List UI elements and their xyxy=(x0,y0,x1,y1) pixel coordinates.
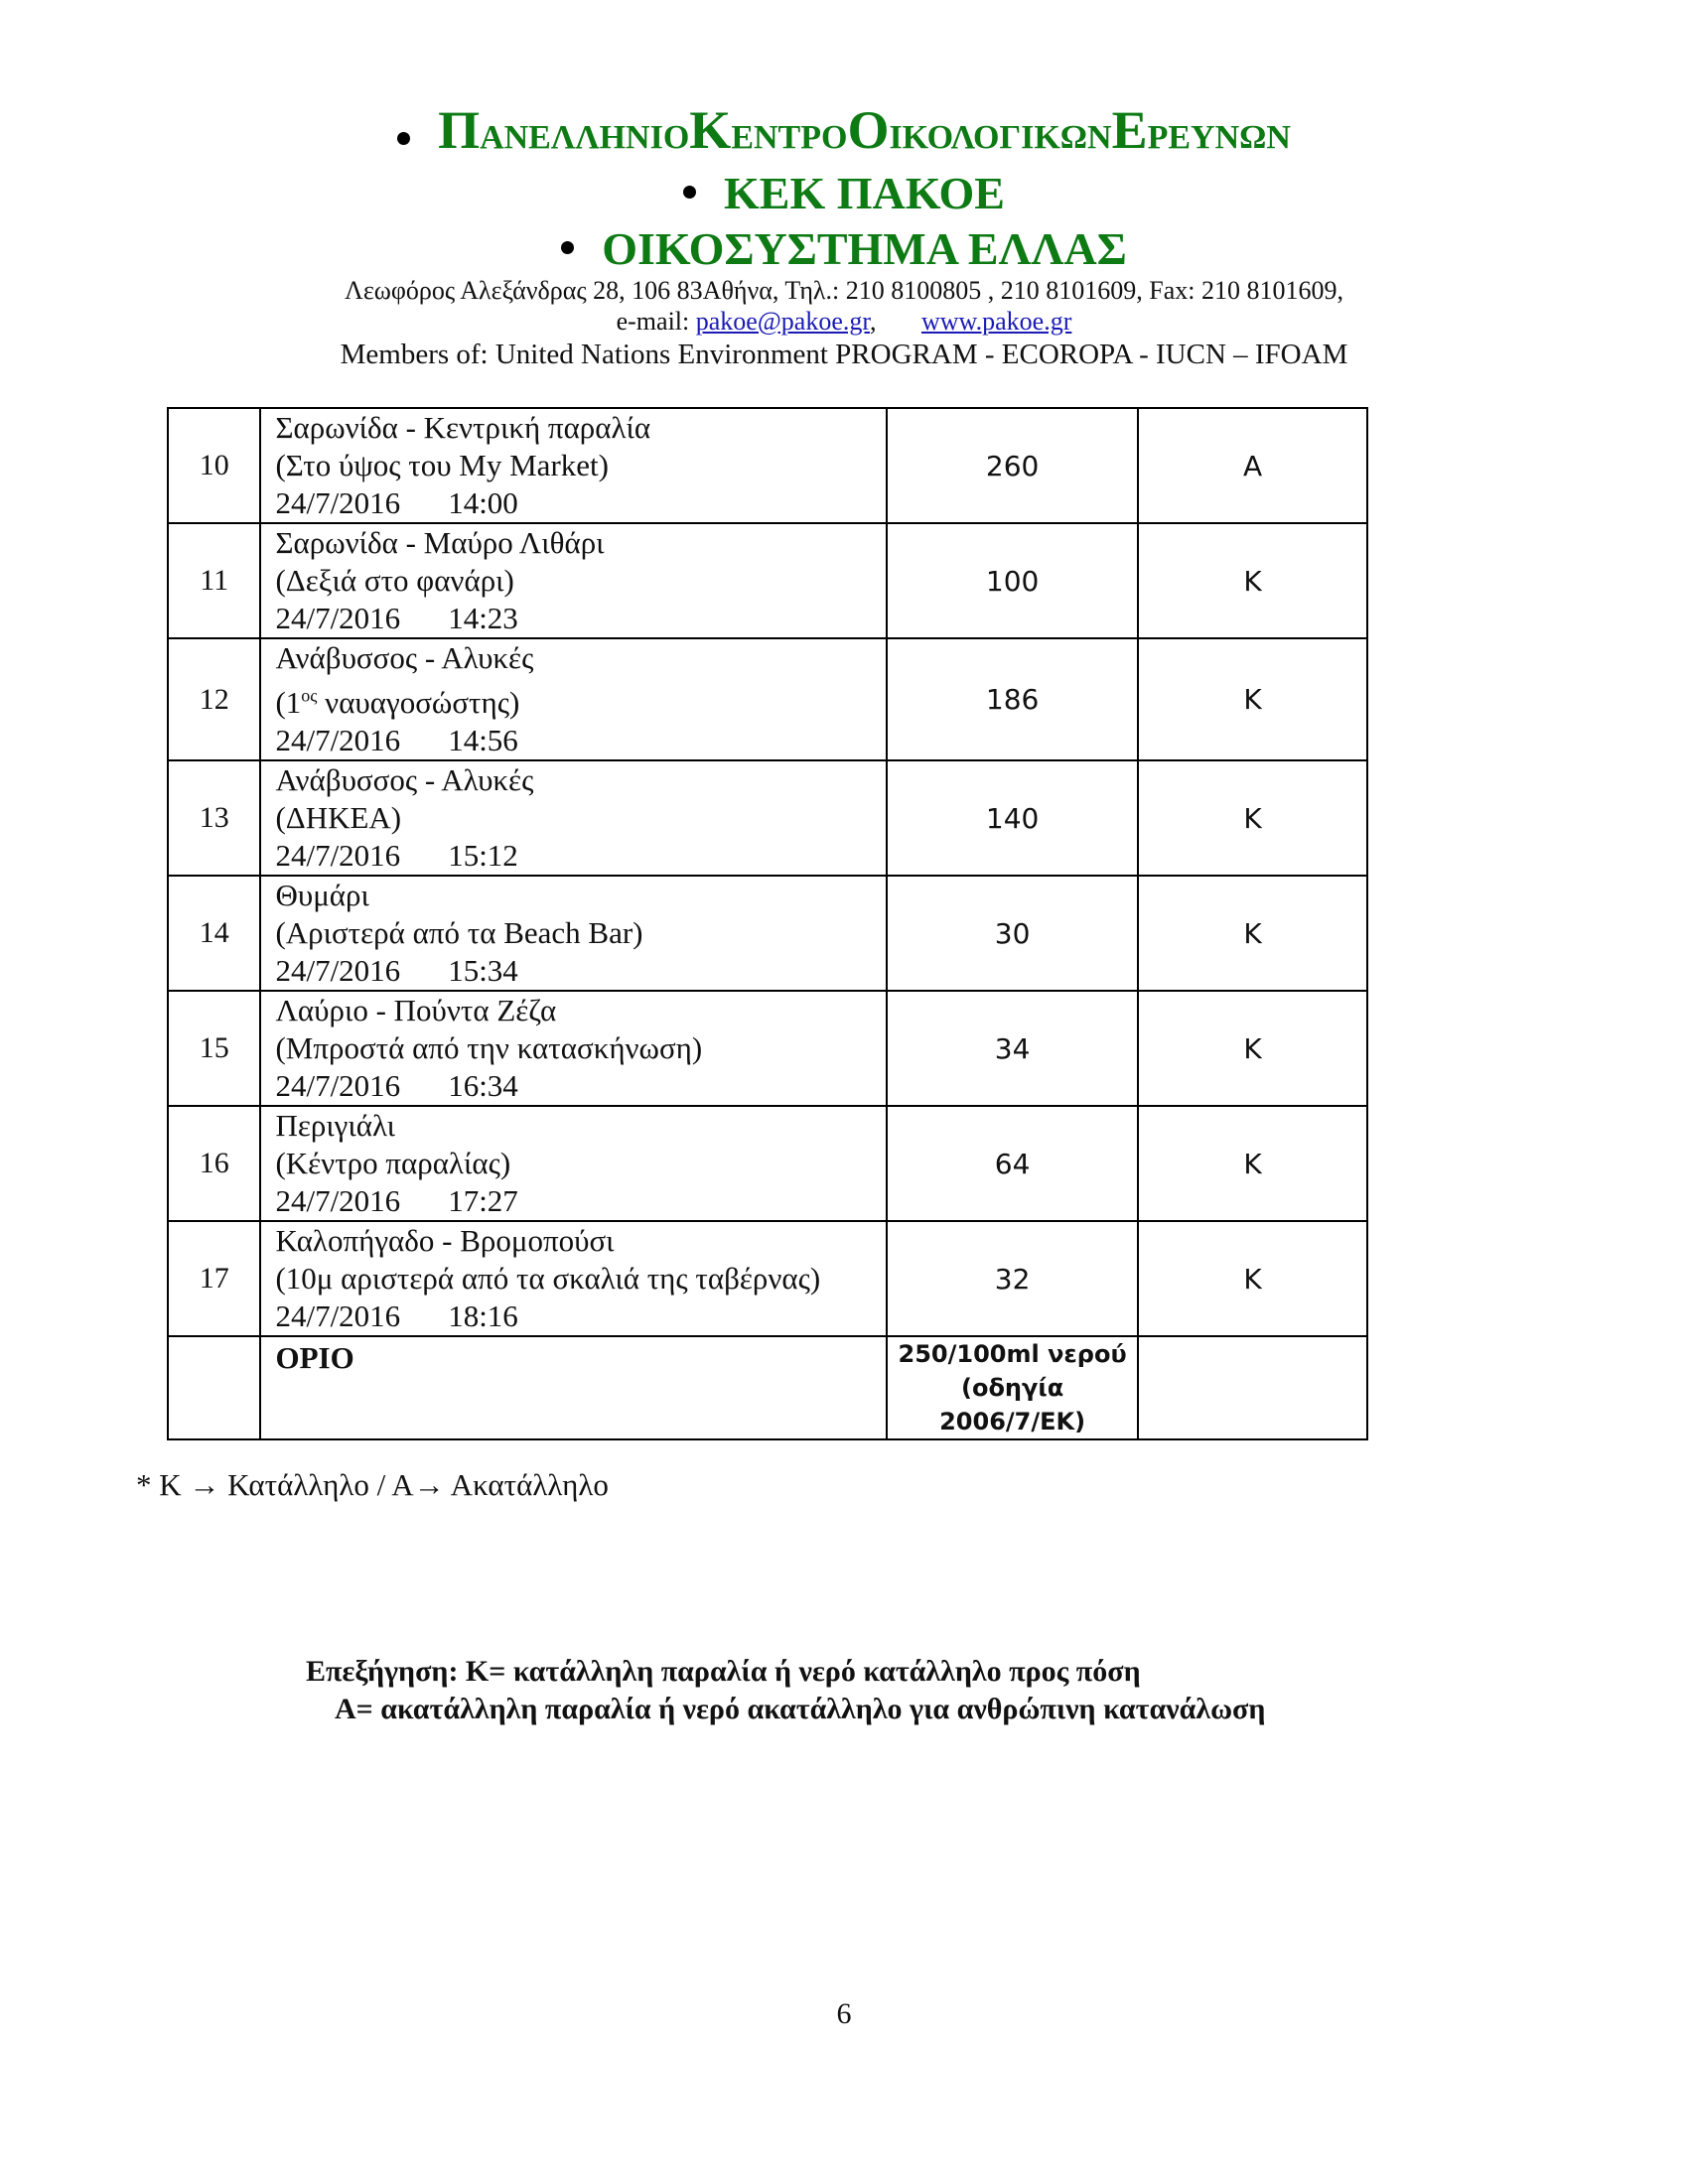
sample-time: 18:16 xyxy=(448,1298,518,1334)
location-detail: (Κέντρο παραλίας) xyxy=(275,1146,511,1181)
members-line: Members of: United Nations Environment PROGRAM - ECOROPA - IUCN – IFOAM xyxy=(340,339,1348,370)
measurement-value: 34 xyxy=(887,991,1138,1106)
suitability-result: Κ xyxy=(1138,876,1367,991)
location-detail: (Αριστερά από τα Beach Bar) xyxy=(275,915,643,951)
measurement-value: 140 xyxy=(887,760,1138,876)
email-label: e-mail: xyxy=(616,307,690,336)
measurement-value: 32 xyxy=(887,1221,1138,1336)
suitability-result: Κ xyxy=(1138,1221,1367,1336)
sample-time: 15:34 xyxy=(448,953,518,989)
location-name: Περιγιάλι xyxy=(275,1108,395,1144)
sample-number: 16 xyxy=(168,1106,260,1221)
subtitle-ecosystem-text: ΟΙΚΟΣΥΣΤΗΜΑ ΕΛΛΑΣ xyxy=(602,223,1127,274)
measurement-value: 64 xyxy=(887,1106,1138,1221)
limit-row xyxy=(168,1336,1367,1439)
location-name: Καλοπήγαδο - Βρομοπούσι xyxy=(275,1223,615,1259)
location-cell xyxy=(260,991,887,1106)
bullet-icon xyxy=(397,132,410,145)
location-detail: ($1^{o\varsigma}$ ναυαγοσώστης) xyxy=(275,685,520,721)
sample-number: 13 xyxy=(168,760,260,876)
explanation-line-2: Α= ακατάλληλη παραλία ή νερό ακατάλληλο για ανθρώπινη κατανάλωση xyxy=(335,1693,1266,1725)
location-name: Λαύριο - Πούντα Ζέζα xyxy=(275,993,557,1028)
location-name: Σαρωνίδα - Μαύρο Λιθάρι xyxy=(275,525,605,560)
sample-date: 24/7/2016 xyxy=(275,1183,401,1219)
table-row xyxy=(168,638,1367,760)
email-link[interactable]: pakoe@pakoe.gr xyxy=(695,307,870,336)
measurement-value: 100 xyxy=(887,523,1138,638)
limit-label: ΟΡΙΟ xyxy=(260,1336,887,1439)
table-row xyxy=(168,523,1367,638)
suitability-result: Κ xyxy=(1138,523,1367,638)
limit-number-cell xyxy=(168,1336,260,1439)
table-row xyxy=(168,1106,1367,1221)
table-row xyxy=(168,991,1367,1106)
sample-date: 24/7/2016 xyxy=(275,485,401,520)
location-cell xyxy=(260,1106,887,1221)
table-row xyxy=(168,876,1367,991)
location-name: Σαρωνίδα - Κεντρική παραλία xyxy=(275,410,651,445)
page-number: 6 xyxy=(836,1997,852,2030)
sample-time: 17:27 xyxy=(448,1183,518,1219)
suitability-result: Κ xyxy=(1138,1106,1367,1221)
subtitle-ecosystem xyxy=(0,222,1688,275)
sample-time: 14:00 xyxy=(448,485,518,520)
location-cell xyxy=(260,523,887,638)
measurement-value: 186 xyxy=(887,638,1138,760)
bullet-icon xyxy=(683,186,696,199)
sample-time: 14:56 xyxy=(448,723,518,758)
location-detail: (10μ αριστερά από τα σκαλιά της ταβέρνας) xyxy=(275,1261,821,1297)
subtitle-kek-text: ΚΕΚ ΠΑΚΟΕ xyxy=(723,168,1005,218)
measurement-value: 260 xyxy=(887,408,1138,523)
location-cell xyxy=(260,408,887,523)
table-row xyxy=(168,1221,1367,1336)
table-row xyxy=(168,760,1367,876)
location-cell xyxy=(260,760,887,876)
suitability-result: Α xyxy=(1138,408,1367,523)
suitability-result: Κ xyxy=(1138,638,1367,760)
suitability-result: Κ xyxy=(1138,991,1367,1106)
sample-time: 15:12 xyxy=(448,838,518,874)
location-cell xyxy=(260,638,887,760)
sample-date: 24/7/2016 xyxy=(275,1298,401,1334)
sample-time: 16:34 xyxy=(448,1068,518,1104)
sample-time: 14:23 xyxy=(448,601,518,635)
location-name: Ανάβυσσος - Αλυκές xyxy=(275,640,534,675)
location-name: Ανάβυσσος - Αλυκές xyxy=(275,762,534,798)
limit-value: 250/100ml νερού (οδηγία 2006/7/ΕΚ) xyxy=(887,1336,1138,1439)
bullet-icon xyxy=(561,241,574,254)
location-cell xyxy=(260,876,887,991)
results-table xyxy=(167,407,1368,1440)
sample-date: 24/7/2016 xyxy=(275,723,401,758)
sample-number: 17 xyxy=(168,1221,260,1336)
website-link[interactable]: www.pakoe.gr xyxy=(920,307,1072,336)
measurement-value: 30 xyxy=(887,876,1138,991)
explanation-line-1: Επεξήγηση: Κ= κατάλληλη παραλία ή νερό κατάλληλο προς πόση xyxy=(306,1655,1141,1688)
location-cell xyxy=(260,1221,887,1336)
location-detail: (ΔΗΚΕΑ) xyxy=(275,800,402,836)
sample-number: 10 xyxy=(168,408,260,523)
address: Λεωφόρος Αλεξάνδρας 28, 106 83Αθήνα, Τηλ.: 210 8100805 , 210 8101609, Fax: 210 8101609, xyxy=(345,276,1343,305)
sample-number: 14 xyxy=(168,876,260,991)
location-name: Θυμάρι xyxy=(275,878,369,913)
table-row xyxy=(168,408,1367,523)
org-title: ΠΑΝΕΛΛΗΝΙΟΚΕΝΤΡΟΟΙΚΟΛΟΓΙΚΩΝΕΡΕΥΝΩΝ xyxy=(0,99,1688,161)
sample-number: 12 xyxy=(168,638,260,760)
contact-line: e-mail: pakoe@pakoe.gr, www.pakoe.gr xyxy=(616,307,1072,336)
location-detail: (Στο ύψος του My Market) xyxy=(275,448,609,482)
location-detail: (Μπροστά από την κατασκήνωση) xyxy=(275,1030,703,1066)
suitability-result: Κ xyxy=(1138,760,1367,876)
subtitle-kek xyxy=(0,167,1688,219)
sample-number: 15 xyxy=(168,991,260,1106)
sample-date: 24/7/2016 xyxy=(275,1068,401,1104)
location-detail: (Δεξιά στο φανάρι) xyxy=(275,563,514,598)
sample-number: 11 xyxy=(168,523,260,638)
sample-date: 24/7/2016 xyxy=(275,953,401,989)
sample-date: 24/7/2016 xyxy=(275,601,401,635)
sample-date: 24/7/2016 xyxy=(275,838,401,874)
limit-result-cell xyxy=(1138,1336,1367,1439)
legend: * Κ → Κατάλληλο / Α→ Ακατάλληλο xyxy=(136,1467,609,1502)
